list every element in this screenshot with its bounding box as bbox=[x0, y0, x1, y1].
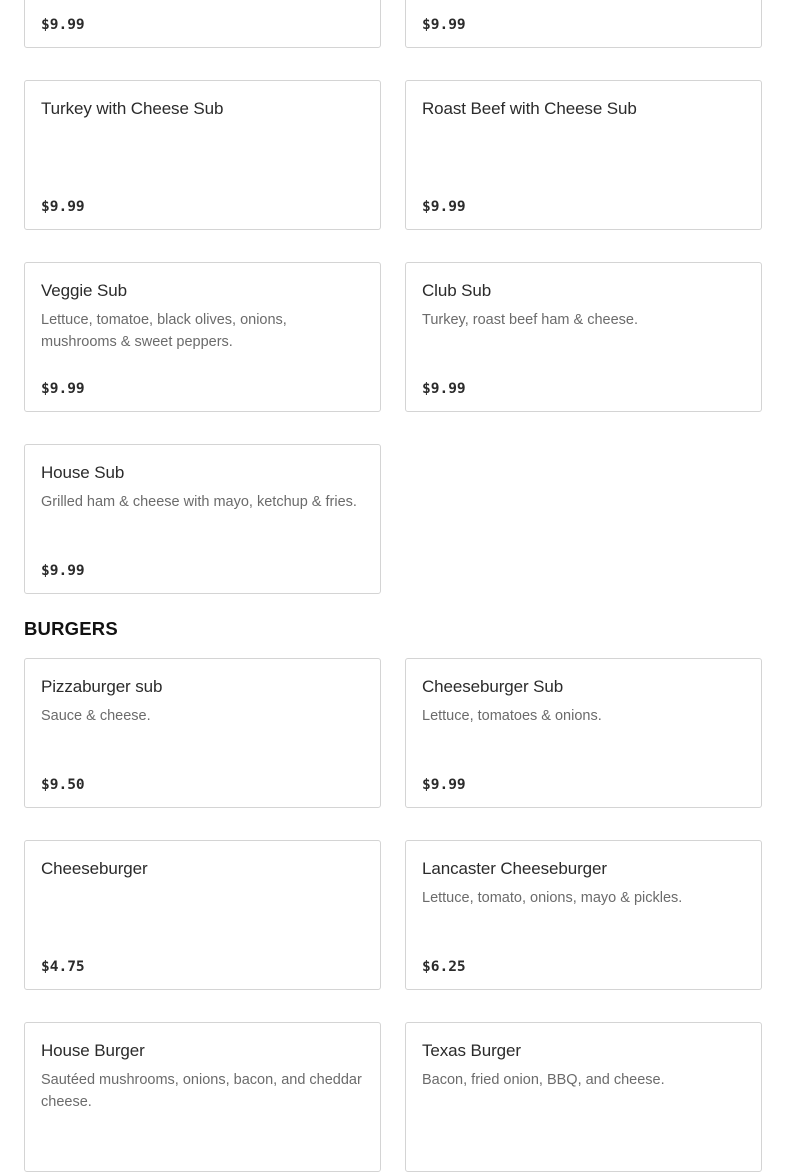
menu-item-card[interactable] bbox=[405, 262, 762, 412]
menu-item-card[interactable] bbox=[24, 1022, 381, 1172]
menu-item-price: $9.99 bbox=[422, 777, 466, 793]
section-title: BURGERS bbox=[24, 618, 118, 639]
menu-item-name: Veggie Sub bbox=[41, 281, 127, 300]
menu-item-card[interactable] bbox=[405, 658, 762, 808]
menu-item-name: Club Sub bbox=[422, 281, 492, 300]
menu-item-name: Cheeseburger Sub bbox=[422, 677, 564, 696]
menu-item-card[interactable] bbox=[24, 658, 381, 808]
menu-item-price: $9.99 bbox=[41, 17, 85, 33]
menu-item-name: Lancaster Cheeseburger bbox=[422, 859, 607, 878]
menu-item-description: Lettuce, tomato, onions, mayo & pickles. bbox=[422, 890, 683, 906]
menu-item-description: Grilled ham & cheese with mayo, ketchup & fries. bbox=[41, 494, 357, 510]
menu-item-name: Cheeseburger bbox=[41, 859, 148, 878]
menu-item-name: House Sub bbox=[41, 463, 125, 482]
menu-item-price: $9.99 bbox=[422, 17, 466, 33]
menu-item-price: $9.99 bbox=[41, 563, 85, 579]
menu-item-price: $9.99 bbox=[41, 381, 85, 397]
menu-item-name: Texas Burger bbox=[422, 1041, 521, 1060]
menu-item-card[interactable] bbox=[405, 0, 762, 48]
menu-item-description: Turkey, roast beef ham & cheese. bbox=[422, 312, 638, 328]
menu-item-card[interactable] bbox=[405, 840, 762, 990]
menu-item-name: Roast Beef with Cheese Sub bbox=[422, 99, 637, 118]
menu-item-name: House Burger bbox=[41, 1041, 145, 1060]
menu-item-price: $4.75 bbox=[41, 959, 85, 975]
menu-item-description: Lettuce, tomatoe, black olives, onions, mushrooms & sweet peppers. bbox=[41, 312, 287, 350]
menu-item-card[interactable] bbox=[405, 80, 762, 230]
menu-item-card[interactable] bbox=[405, 1022, 762, 1172]
menu-item-card[interactable] bbox=[24, 840, 381, 990]
menu-item-card[interactable] bbox=[24, 262, 381, 412]
menu-item-price: $9.99 bbox=[422, 381, 466, 397]
menu-item-price: $9.99 bbox=[41, 199, 85, 215]
menu-item-name: Pizzaburger sub bbox=[41, 677, 163, 696]
menu-item-description: Bacon, fried onion, BBQ, and cheese. bbox=[422, 1072, 665, 1088]
menu-item-name: Turkey with Cheese Sub bbox=[41, 99, 224, 118]
menu-item-price: $9.99 bbox=[422, 199, 466, 215]
menu-item-price: $6.25 bbox=[422, 959, 466, 975]
menu-item-description: Sautéed mushrooms, onions, bacon, and cheddar cheese. bbox=[41, 1072, 362, 1110]
menu-item-card[interactable] bbox=[24, 444, 381, 594]
menu-item-price: $9.50 bbox=[41, 777, 85, 793]
menu-item-card[interactable] bbox=[24, 0, 381, 48]
menu-item-description: Sauce & cheese. bbox=[41, 708, 151, 724]
menu-item-card[interactable] bbox=[24, 80, 381, 230]
menu-item-description: Lettuce, tomatoes & onions. bbox=[422, 708, 602, 724]
